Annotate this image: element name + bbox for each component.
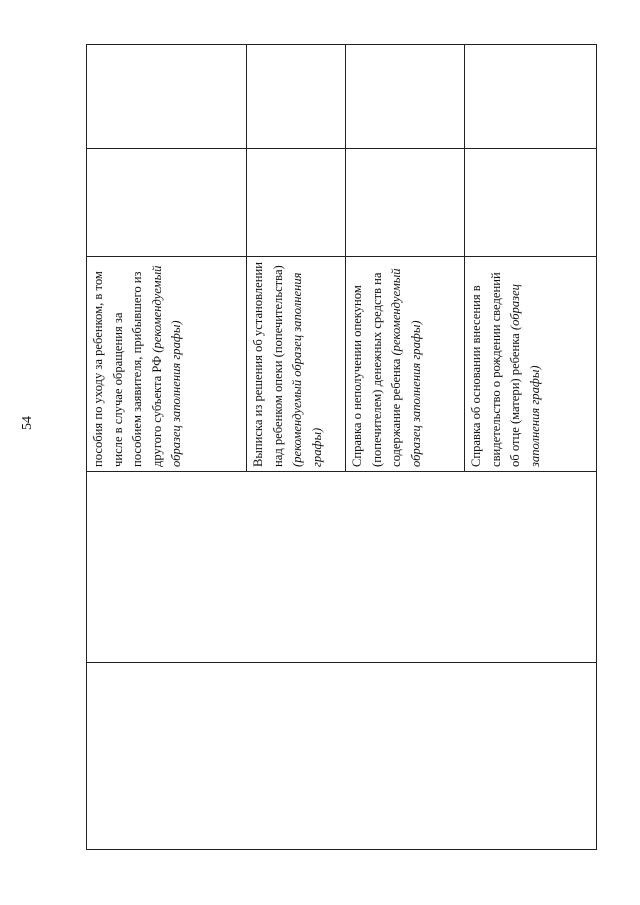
document-table <box>86 44 597 850</box>
column-divider <box>87 471 596 472</box>
cell-text: Выписка из решения об установлении над ребенком опеки (попечительства) <box>251 262 285 467</box>
cell-italic-note: (рекомендуемый образец заполнения графы) <box>149 265 184 467</box>
table-row <box>247 257 345 471</box>
table-row <box>346 257 464 471</box>
table-row <box>465 257 598 471</box>
cell-text: пособия по уходу за ребенком, в том числе в случае обращения за пособием заявителя, прибывшего из другого субъекта РФ <box>91 271 164 467</box>
column-divider <box>87 662 596 663</box>
cell-text: Справка о неполучении опекуном (попечителем) денежных средств на содержание ребенка <box>350 272 404 467</box>
column-divider <box>87 148 596 149</box>
table-grid <box>86 44 597 850</box>
cell-italic-note: (рекомендуемый образец заполнения графы) <box>290 272 324 467</box>
cell-text: Справка об основании внесения в свидетельство о рождении сведений об отце (матери) ребенка <box>469 272 523 467</box>
cell-italic-note: (образец заполнения графы) <box>508 284 542 467</box>
cell-italic-note: (рекомендуемый образец заполнения графы) <box>389 268 423 467</box>
page-number: 54 <box>20 416 35 430</box>
table-row <box>87 257 246 471</box>
